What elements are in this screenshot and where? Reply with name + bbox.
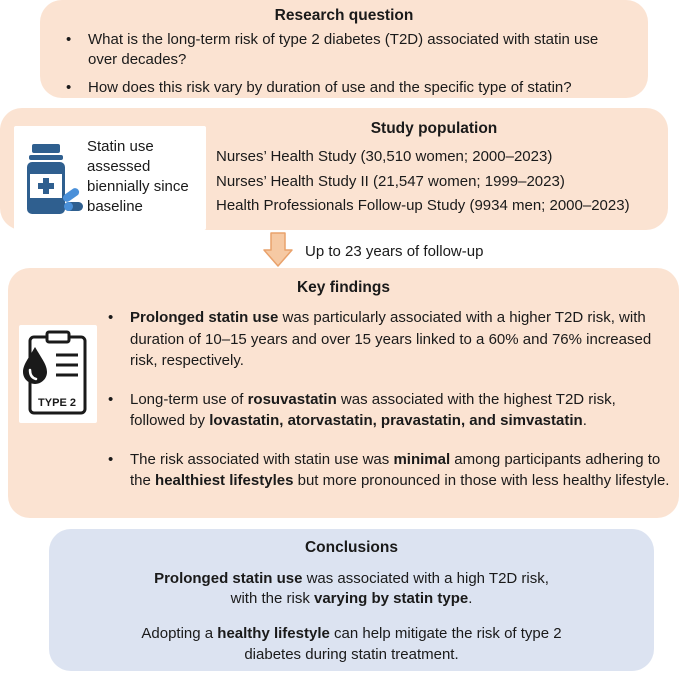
statin-text-line: assessed	[87, 158, 151, 175]
type2-icon-label: TYPE 2	[38, 397, 76, 409]
diabetes-icon-card	[19, 325, 97, 423]
statin-icon-card	[14, 126, 206, 230]
finding-item	[100, 389, 670, 432]
conclusion-paragraph	[49, 569, 654, 609]
finding-emphasis: rosuvastatin	[247, 390, 337, 408]
finding-text: among participants adhering to the	[130, 450, 661, 489]
study-population-box	[0, 108, 668, 230]
finding-item	[100, 449, 670, 492]
conclusion-paragraph	[49, 623, 654, 665]
key-findings-list	[100, 307, 670, 492]
conclusion-text: can help mitigate the risk of type 2	[329, 625, 562, 642]
statin-text-line: baseline	[87, 198, 143, 215]
finding-emphasis: minimal	[393, 450, 451, 468]
research-question-box	[40, 0, 648, 98]
statin-text-line: biennially since	[87, 178, 189, 195]
conclusion-text: Adopting a	[141, 625, 218, 642]
conclusion-text: was associated with a high T2D risk,	[302, 570, 549, 587]
key-findings-box	[8, 268, 679, 518]
finding-text: was associated with the highest T2D risk, followed by	[130, 390, 616, 429]
finding-emphasis: healthiest lifestyles	[155, 472, 294, 489]
finding-text: Long-term use of	[130, 390, 248, 408]
cohort-item: Health Professionals Follow-up Study (9934 men; 2000–2023)	[216, 197, 630, 214]
finding-text: was particularly associated with a higher T2D risk, with duration of 10–15 years and over 15 years linked to a 60% and 76% increased risk, respectively.	[130, 309, 652, 369]
conclusion-emphasis: healthy lifestyle	[217, 625, 330, 642]
research-question-item: • How does this risk vary by duration of use and the specific type of statin?	[58, 78, 630, 98]
conclusion-text: diabetes during statin treatment.	[244, 646, 459, 663]
finding-item	[100, 307, 670, 372]
finding-emphasis: Prolonged statin use	[130, 309, 279, 326]
research-question-item: • What is the long-term risk of type 2 diabetes (T2D) associated with statin use over decades?	[58, 30, 630, 70]
cohort-list	[216, 145, 630, 219]
down-arrow-icon	[262, 232, 294, 268]
finding-text: The risk associated with statin use was	[130, 450, 394, 468]
cohort-item: Nurses’ Health Study II (21,547 women; 1999–2023)	[216, 172, 565, 190]
statin-assessment-text	[87, 137, 189, 217]
finding-text: .	[582, 412, 587, 429]
key-findings-title: Key findings	[296, 279, 390, 296]
finding-emphasis: lovastatin, atorvastatin, pravastatin, and simvastatin	[209, 412, 583, 429]
followup-label: Up to 23 years of follow-up	[305, 243, 484, 260]
conclusions-title: Conclusions	[304, 539, 398, 556]
research-question-title: Research question	[274, 7, 414, 24]
conclusion-emphasis: varying by statin type	[313, 590, 469, 607]
conclusions-box	[49, 529, 654, 671]
statin-text-line: Statin use	[87, 138, 154, 155]
study-population-title: Study population	[370, 120, 498, 137]
research-question-list	[58, 30, 630, 98]
conclusion-text: with the risk	[230, 590, 314, 607]
conclusion-text: .	[468, 590, 473, 607]
cohort-item: Nurses’ Health Study (30,510 women; 2000–2023)	[216, 148, 553, 165]
conclusion-emphasis: Prolonged statin use	[154, 570, 303, 587]
clipboard-drop-icon	[19, 325, 97, 423]
finding-text: but more pronounced in those with less healthy lifestyle.	[293, 472, 670, 489]
medicine-bottle-icon	[26, 144, 84, 216]
